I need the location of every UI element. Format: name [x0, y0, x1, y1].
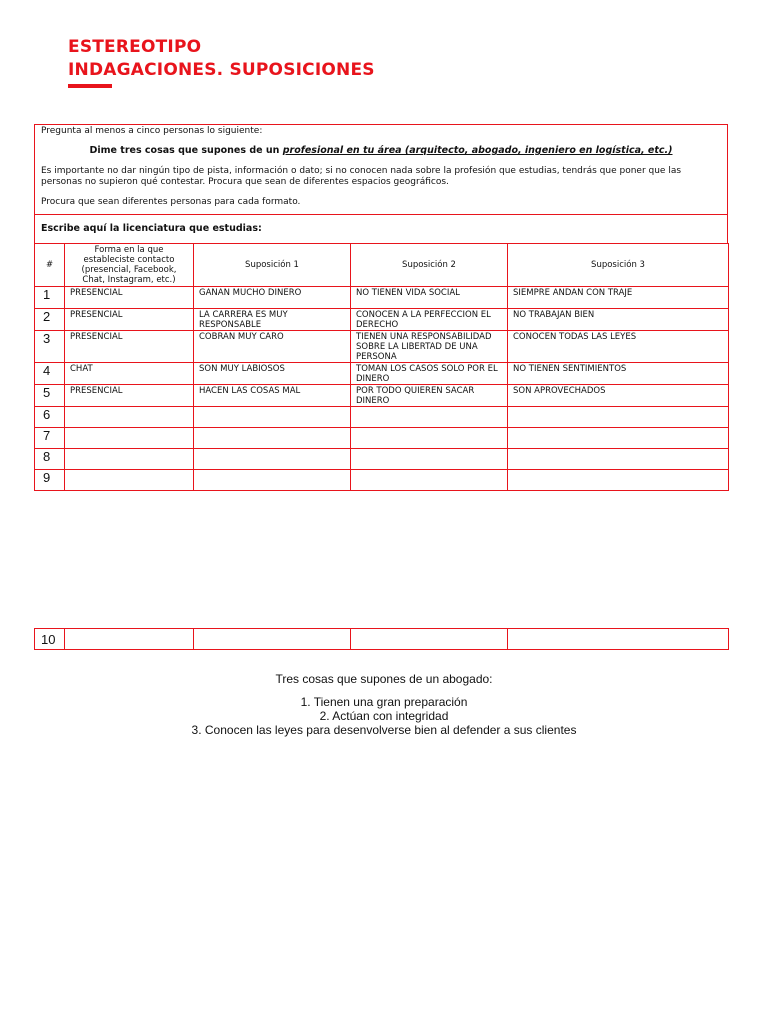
suposicion-2-cell[interactable]: TIENEN UNA RESPONSABILIDAD SOBRE LA LIBERTAD DE UNA PERSONA — [351, 331, 508, 363]
question-prefix: Dime tres cosas que supones de un — [89, 145, 283, 156]
header-number: # — [35, 244, 65, 287]
suposicion-1-cell[interactable] — [194, 428, 351, 449]
instruction-ask: Pregunta al menos a cinco personas lo siguiente: — [41, 126, 263, 136]
suposicion-1-cell[interactable]: HACEN LAS COSAS MAL — [194, 385, 351, 407]
title-underline — [68, 84, 112, 88]
row-number: 3 — [35, 331, 65, 363]
row-number: 4 — [35, 363, 65, 385]
answers-intro: Tres cosas que supones de un abogado: — [275, 672, 493, 686]
suposicion-1-cell[interactable] — [194, 629, 351, 650]
instruction-procure: Procura que sean diferentes personas para cada formato. — [41, 197, 301, 207]
suposicion-3-cell[interactable] — [508, 428, 729, 449]
suposicion-2-cell[interactable]: NO TIENEN VIDA SOCIAL — [351, 287, 508, 309]
suposicion-3-cell[interactable]: SON APROVECHADOS — [508, 385, 729, 407]
header-suposicion-2: Suposición 2 — [351, 244, 508, 287]
survey-table — [34, 243, 729, 491]
suposicion-3-cell[interactable] — [508, 629, 729, 650]
header-contact-form: Forma en la que estableciste contacto (presencial, Facebook, Chat, Instagram, etc.) — [65, 244, 194, 287]
suposicion-3-cell[interactable]: SIEMPRE ANDAN CON TRAJE — [508, 287, 729, 309]
table-row — [35, 385, 729, 407]
row-number: 6 — [35, 407, 65, 428]
suposicion-3-cell[interactable] — [508, 449, 729, 470]
suposicion-2-cell[interactable]: POR TODO QUIEREN SACAR DINERO — [351, 385, 508, 407]
table-row — [35, 309, 729, 331]
header-suposicion-3: Suposición 3 — [508, 244, 729, 287]
table-row — [35, 428, 729, 449]
header-suposicion-1: Suposición 1 — [194, 244, 351, 287]
answer-item-2: 2. Actúan con integridad — [319, 709, 449, 723]
question-emphasis: profesional en tu área (arquitecto, abogado, ingeniero en logística, etc.) — [282, 145, 673, 156]
suposicion-1-cell[interactable]: LA CARRERA ES MUY RESPONSABLE — [194, 309, 351, 331]
table-row — [35, 407, 729, 428]
suposicion-1-cell[interactable]: COBRAN MUY CARO — [194, 331, 351, 363]
instruction-important: Es importante no dar ningún tipo de pista, información o dato; si no conocen nada sobre la profesión que estudias, tendrás que poner que las personas no supieron qué contestar. Procura que sean de diferentes espacios geográficos. — [41, 166, 682, 187]
suposicion-2-cell[interactable] — [351, 428, 508, 449]
row-number: 5 — [35, 385, 65, 407]
suposicion-2-cell[interactable]: TOMAN LOS CASOS SOLO POR EL DINERO — [351, 363, 508, 385]
suposicion-3-cell[interactable] — [508, 407, 729, 428]
suposicion-3-cell[interactable]: NO TIENEN SENTIMIENTOS — [508, 363, 729, 385]
contact-form-cell[interactable]: PRESENCIAL — [65, 385, 194, 407]
row-number: 8 — [35, 449, 65, 470]
table-row — [35, 470, 729, 491]
table-row — [35, 449, 729, 470]
row-number: 9 — [35, 470, 65, 491]
contact-form-cell[interactable] — [65, 428, 194, 449]
suposicion-3-cell[interactable]: CONOCEN TODAS LAS LEYES — [508, 331, 729, 363]
licenciatura-label: Escribe aquí la licenciatura que estudias: — [41, 223, 262, 234]
table-row — [35, 331, 729, 363]
suposicion-1-cell[interactable]: SON MUY LABIOSOS — [194, 363, 351, 385]
instructions-box — [34, 124, 728, 215]
title-line-2: INDAGACIONES. SUPOSICIONES — [68, 60, 375, 80]
suposicion-2-cell[interactable] — [351, 449, 508, 470]
page-title — [68, 36, 375, 82]
contact-form-cell[interactable] — [65, 449, 194, 470]
licenciatura-field[interactable] — [34, 214, 728, 244]
suposicion-3-cell[interactable]: NO TRABAJAN BIEN — [508, 309, 729, 331]
contact-form-cell[interactable]: PRESENCIAL — [65, 287, 194, 309]
contact-form-cell[interactable]: PRESENCIAL — [65, 309, 194, 331]
title-line-1: ESTEREOTIPO — [68, 37, 202, 57]
contact-form-cell[interactable] — [65, 407, 194, 428]
table-row — [35, 363, 729, 385]
row-number: 1 — [35, 287, 65, 309]
contact-form-cell[interactable]: CHAT — [65, 363, 194, 385]
suposicion-1-cell[interactable] — [194, 449, 351, 470]
answer-item-1: 1. Tienen una gran preparación — [300, 695, 468, 709]
table-row — [35, 629, 729, 650]
answer-item-3: 3. Conocen las leyes para desenvolverse bien al defender a sus clientes — [191, 723, 577, 737]
suposicion-1-cell[interactable]: GANAN MUCHO DINERO — [194, 287, 351, 309]
contact-form-cell[interactable] — [65, 629, 194, 650]
suposicion-2-cell[interactable] — [351, 470, 508, 491]
suposicion-1-cell[interactable] — [194, 407, 351, 428]
table-header-row — [35, 244, 729, 287]
row-number: 10 — [35, 629, 65, 650]
suposicion-3-cell[interactable] — [508, 470, 729, 491]
row-number: 2 — [35, 309, 65, 331]
survey-table-continued — [34, 628, 729, 650]
contact-form-cell[interactable] — [65, 470, 194, 491]
contact-form-cell[interactable]: PRESENCIAL — [65, 331, 194, 363]
instruction-question — [35, 145, 727, 156]
row-number: 7 — [35, 428, 65, 449]
table-row — [35, 287, 729, 309]
suposicion-1-cell[interactable] — [194, 470, 351, 491]
suposicion-2-cell[interactable] — [351, 407, 508, 428]
suposicion-2-cell[interactable]: CONOCEN A LA PERFECCION EL DERECHO — [351, 309, 508, 331]
suposicion-2-cell[interactable] — [351, 629, 508, 650]
